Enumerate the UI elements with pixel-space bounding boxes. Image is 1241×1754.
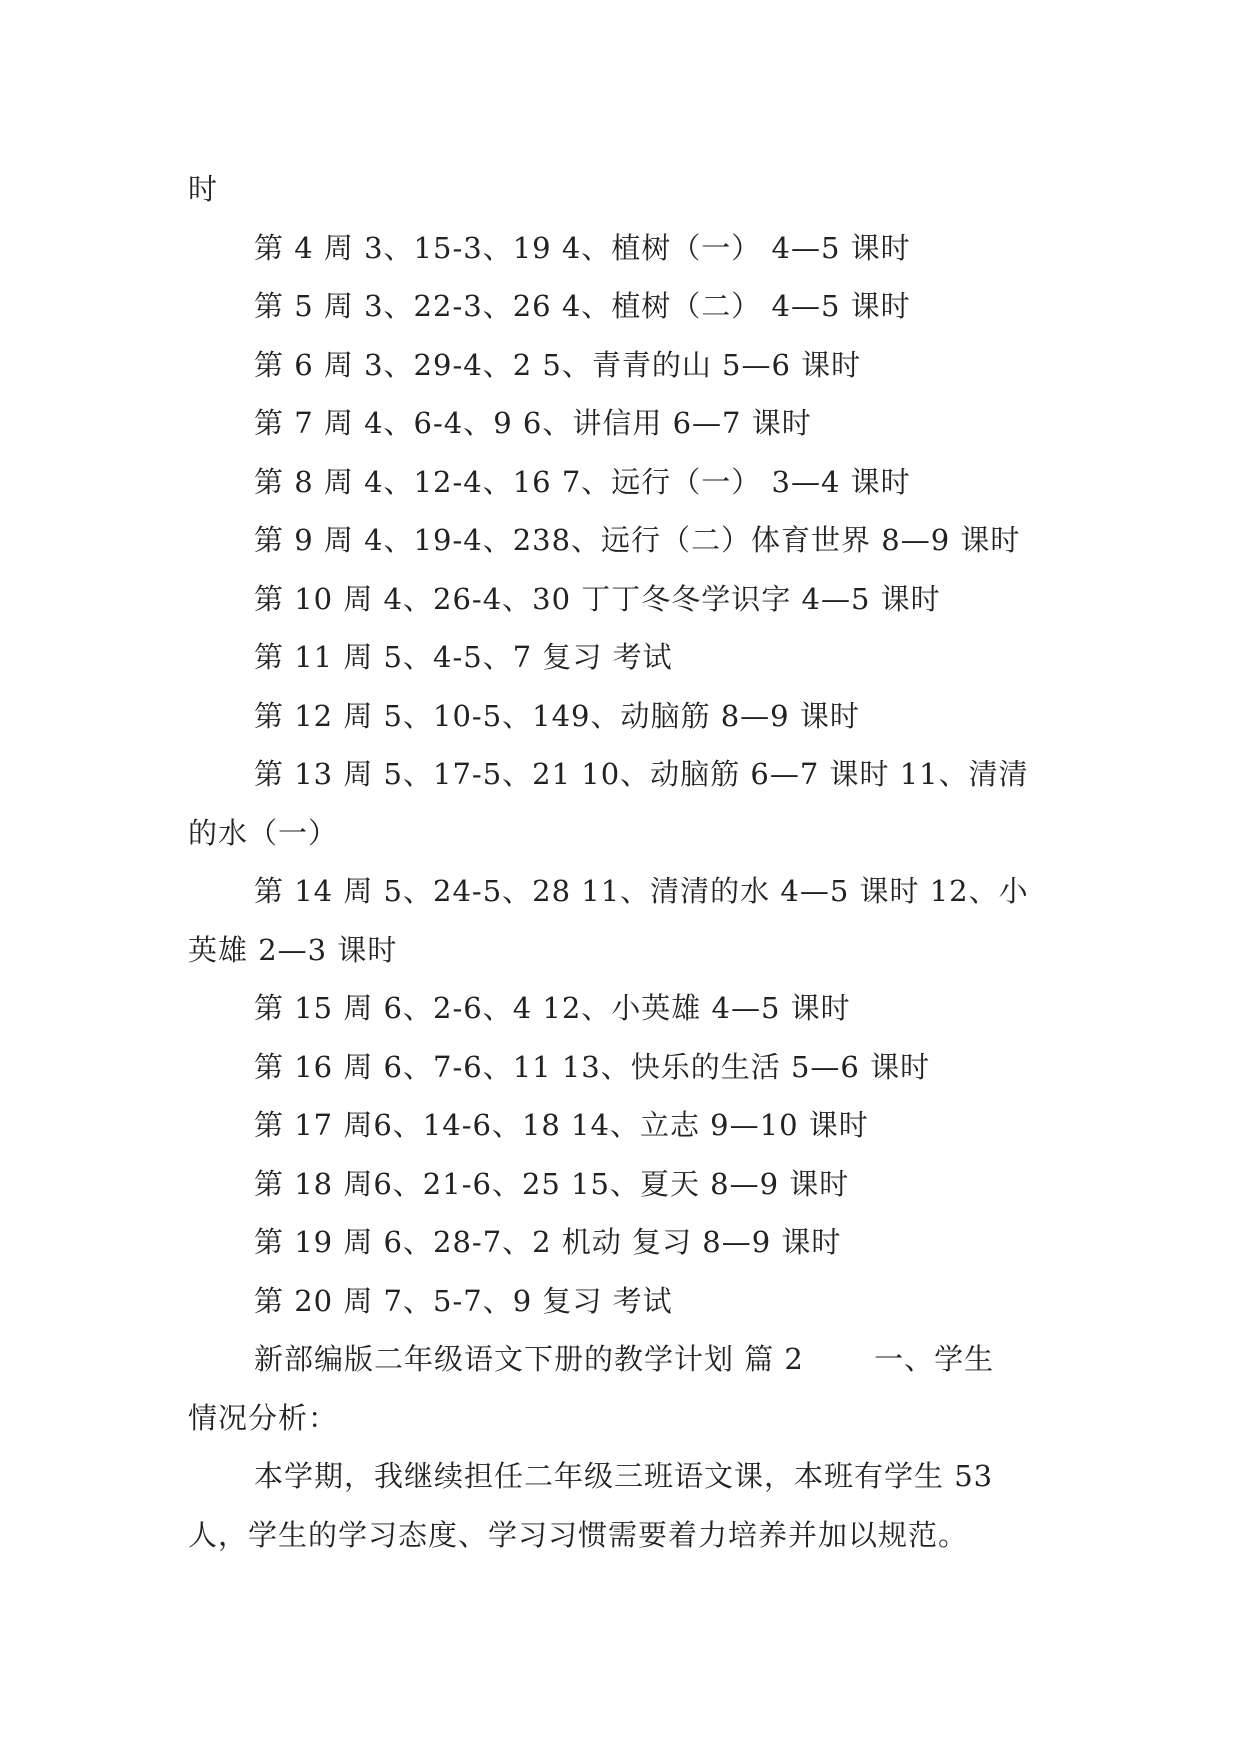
section-heading: 新部编版二年级语文下册的教学计划 篇 2 一、学生 bbox=[254, 1342, 995, 1376]
schedule-week-4: 第 4 周 3、15-3、19 4、植树（一） 4—5 课时 bbox=[254, 230, 911, 265]
schedule-week-13-cont: 的水（一） bbox=[188, 815, 339, 850]
schedule-week-10: 第 10 周 4、26-4、30 丁丁冬冬学识字 4—5 课时 bbox=[254, 581, 941, 616]
schedule-week-20: 第 20 周 7、5-7、9 复习 考试 bbox=[254, 1283, 673, 1318]
paragraph-line: 本学期，我继续担任二年级三班语文课，本班有学生 53 bbox=[254, 1459, 994, 1493]
schedule-week-7: 第 7 周 4、6-4、9 6、讲信用 6—7 课时 bbox=[254, 406, 812, 440]
text-line: 时 bbox=[188, 172, 219, 206]
schedule-week-13: 第 13 周 5、17-5、21 10、动脑筋 6—7 课时 11、清清 bbox=[254, 757, 1029, 791]
document-body bbox=[188, 160, 1058, 1564]
schedule-week-12: 第 12 周 5、10-5、149、动脑筋 8—9 课时 bbox=[254, 698, 860, 733]
schedule-week-18: 第 18 周6、21-6、25 15、夏天 8—9 课时 bbox=[254, 1166, 850, 1201]
schedule-week-16: 第 16 周 6、7-6、11 13、快乐的生活 5—6 课时 bbox=[254, 1049, 931, 1084]
schedule-week-19: 第 19 周 6、28-7、2 机动 复习 8—9 课时 bbox=[254, 1225, 842, 1259]
schedule-week-8: 第 8 周 4、12-4、16 7、远行（一） 3—4 课时 bbox=[254, 464, 911, 499]
section-heading-cont: 情况分析： bbox=[188, 1400, 339, 1435]
schedule-week-9: 第 9 周 4、19-4、238、远行（二）体育世界 8—9 课时 bbox=[254, 523, 1021, 557]
schedule-week-14: 第 14 周 5、24-5、28 11、清清的水 4—5 课时 12、小 bbox=[254, 874, 1029, 908]
schedule-week-17: 第 17 周6、14-6、18 14、立志 9—10 课时 bbox=[254, 1108, 869, 1142]
schedule-week-6: 第 6 周 3、29-4、2 5、青青的山 5—6 课时 bbox=[254, 347, 862, 382]
schedule-week-14-cont: 英雄 2—3 课时 bbox=[188, 932, 398, 967]
schedule-week-11: 第 11 周 5、4-5、7 复习 考试 bbox=[254, 640, 673, 674]
paragraph-line: 人，学生的学习态度、学习习惯需要着力培养并加以规范。 bbox=[188, 1517, 969, 1552]
schedule-week-15: 第 15 周 6、2-6、4 12、小英雄 4—5 课时 bbox=[254, 991, 851, 1025]
schedule-week-5: 第 5 周 3、22-3、26 4、植树（二） 4—5 课时 bbox=[254, 289, 911, 323]
